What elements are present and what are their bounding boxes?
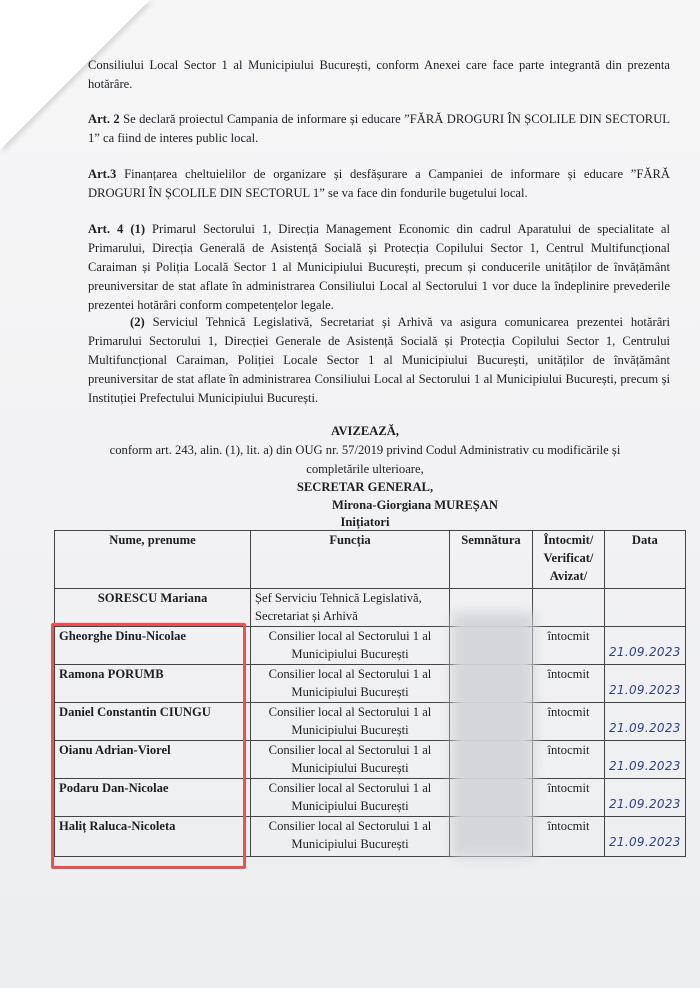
row-date bbox=[605, 665, 686, 703]
row-status: întocmit bbox=[533, 741, 605, 779]
handwritten-date: 21.09.2023 bbox=[609, 835, 681, 849]
row-date bbox=[605, 741, 686, 779]
art4-2-label: (2) bbox=[130, 315, 145, 329]
row-name: Daniel Constantin CIUNGU bbox=[55, 703, 251, 741]
art4-label: Art. 4 (1) bbox=[88, 222, 146, 236]
art3-label: Art.3 bbox=[88, 167, 117, 181]
art4-1-text: Primarul Sectorului 1, Direcția Management Economic din cadrul Aparatului de specialitate al Primarului, Direcția Generală de Asistență Socială și Protecția Copilului Sector 1, Centrul Multifuncțional Caraiman și Poliția Locală Sector 1 al Municipiului București, precum și conducerile unităților de învățământ preuniversitar de stat aflate în administrarea Consiliului Local al Sectorului 1 vor duce la îndeplinire prevederile prezentei hotărâri conform competențelor legale. bbox=[88, 222, 670, 312]
art4-2-text: Serviciul Tehnică Legislativă, Secretariat și Arhivă va asigura comunicarea prezentei hotărâri Primarului Sectorului 1, Direcției Generale de Asistență Socială și Protecția Copilului Sector 1, Centrului Multifuncțional Caraiman, Poliției Locale Sector 1 al Municipiului București, unităților de învățământ preuniversitar de stat aflate în administrarea Consiliului Local al Sectorului 1 al Municipiului București, precum și Instituției Prefectului Municipiului București. bbox=[88, 315, 670, 405]
paragraph-art3 bbox=[88, 165, 670, 203]
row-status: întocmit bbox=[533, 627, 605, 665]
row-status: întocmit bbox=[533, 703, 605, 741]
paragraph-intro bbox=[88, 56, 670, 94]
highlight-box bbox=[51, 623, 246, 869]
row-name: Podaru Dan-Nicolae bbox=[55, 779, 251, 817]
row-function: Consilier local al Sectorului 1 al Municipiului București bbox=[251, 779, 450, 817]
row-status bbox=[533, 589, 605, 627]
row-date bbox=[605, 589, 686, 627]
row-name: Oianu Adrian-Viorel bbox=[55, 741, 251, 779]
row-date bbox=[605, 703, 686, 741]
header-date: Data bbox=[605, 531, 686, 589]
paragraph-art4-2 bbox=[88, 313, 670, 408]
row-status: întocmit bbox=[533, 779, 605, 817]
secretary-name: Mirona-Giorgiana MUREȘAN bbox=[332, 498, 498, 512]
header-status: Întocmit/ Verificat/ Avizat/ bbox=[533, 531, 605, 589]
row-date bbox=[605, 627, 686, 665]
handwritten-date: 21.09.2023 bbox=[609, 645, 681, 659]
row-function: Șef Serviciu Tehnică Legislativă, Secretariat și Arhivă bbox=[251, 589, 450, 627]
approval-line-2: completările ulterioare, bbox=[306, 462, 424, 476]
paragraph-art4-1 bbox=[88, 220, 670, 315]
row-function: Consilier local al Sectorului 1 al Municipiului București bbox=[251, 817, 450, 857]
page-fold-corner bbox=[0, 0, 150, 150]
row-name: Ramona PORUMB bbox=[55, 665, 251, 703]
handwritten-date: 21.09.2023 bbox=[609, 721, 681, 735]
art2-label: Art. 2 bbox=[88, 112, 120, 126]
intro-text: Consiliului Local Sector 1 al Municipiului București, conform Anexei care face parte integrantă din prezenta hotărâre. bbox=[88, 58, 670, 91]
header-signature: Semnătura bbox=[450, 531, 533, 589]
paragraph-art2 bbox=[88, 110, 670, 148]
approval-title: AVIZEAZĂ, bbox=[330, 424, 399, 438]
art2-text: Se declară proiectul Campania de informare și educare ”FĂRĂ DROGURI ÎN ȘCOLILE DIN SECTORUL 1” ca fiind de interes public local. bbox=[88, 112, 670, 145]
table-row bbox=[55, 589, 686, 627]
row-function: Consilier local al Sectorului 1 al Municipiului București bbox=[251, 703, 450, 741]
row-name: Haliț Raluca-Nicoleta bbox=[55, 817, 251, 857]
row-status: întocmit bbox=[533, 817, 605, 857]
row-date bbox=[605, 817, 686, 857]
secretary-title: SECRETAR GENERAL, bbox=[296, 480, 434, 494]
row-function: Consilier local al Sectorului 1 al Municipiului București bbox=[251, 741, 450, 779]
header-name: Nume, prenume bbox=[55, 531, 251, 589]
art3-text: Finanțarea cheltuielilor de organizare și desfășurare a Campaniei de informare și educare ”FĂRĂ DROGURI ÎN ȘCOLILE DIN SECTORUL 1” se va face din fondurile bugetului local. bbox=[88, 167, 670, 200]
handwritten-date: 21.09.2023 bbox=[609, 683, 681, 697]
handwritten-date: 21.09.2023 bbox=[609, 797, 681, 811]
row-function: Consilier local al Sectorului 1 al Municipiului București bbox=[251, 665, 450, 703]
header-function: Funcția bbox=[251, 531, 450, 589]
approval-line-1: conform art. 243, alin. (1), lit. a) din OUG nr. 57/2019 privind Codul Administrativ cu modificările și bbox=[109, 443, 621, 457]
table-header-row bbox=[55, 531, 686, 589]
row-status: întocmit bbox=[533, 665, 605, 703]
row-name: SORESCU Mariana bbox=[55, 589, 251, 627]
handwritten-date: 21.09.2023 bbox=[609, 759, 681, 773]
row-name: Gheorghe Dinu-Nicolae bbox=[55, 627, 251, 665]
row-date bbox=[605, 779, 686, 817]
redacted-signatures bbox=[452, 612, 534, 858]
initiators-heading: Inițiatori bbox=[340, 515, 390, 529]
row-function: Consilier local al Sectorului 1 al Municipiului București bbox=[251, 627, 450, 665]
